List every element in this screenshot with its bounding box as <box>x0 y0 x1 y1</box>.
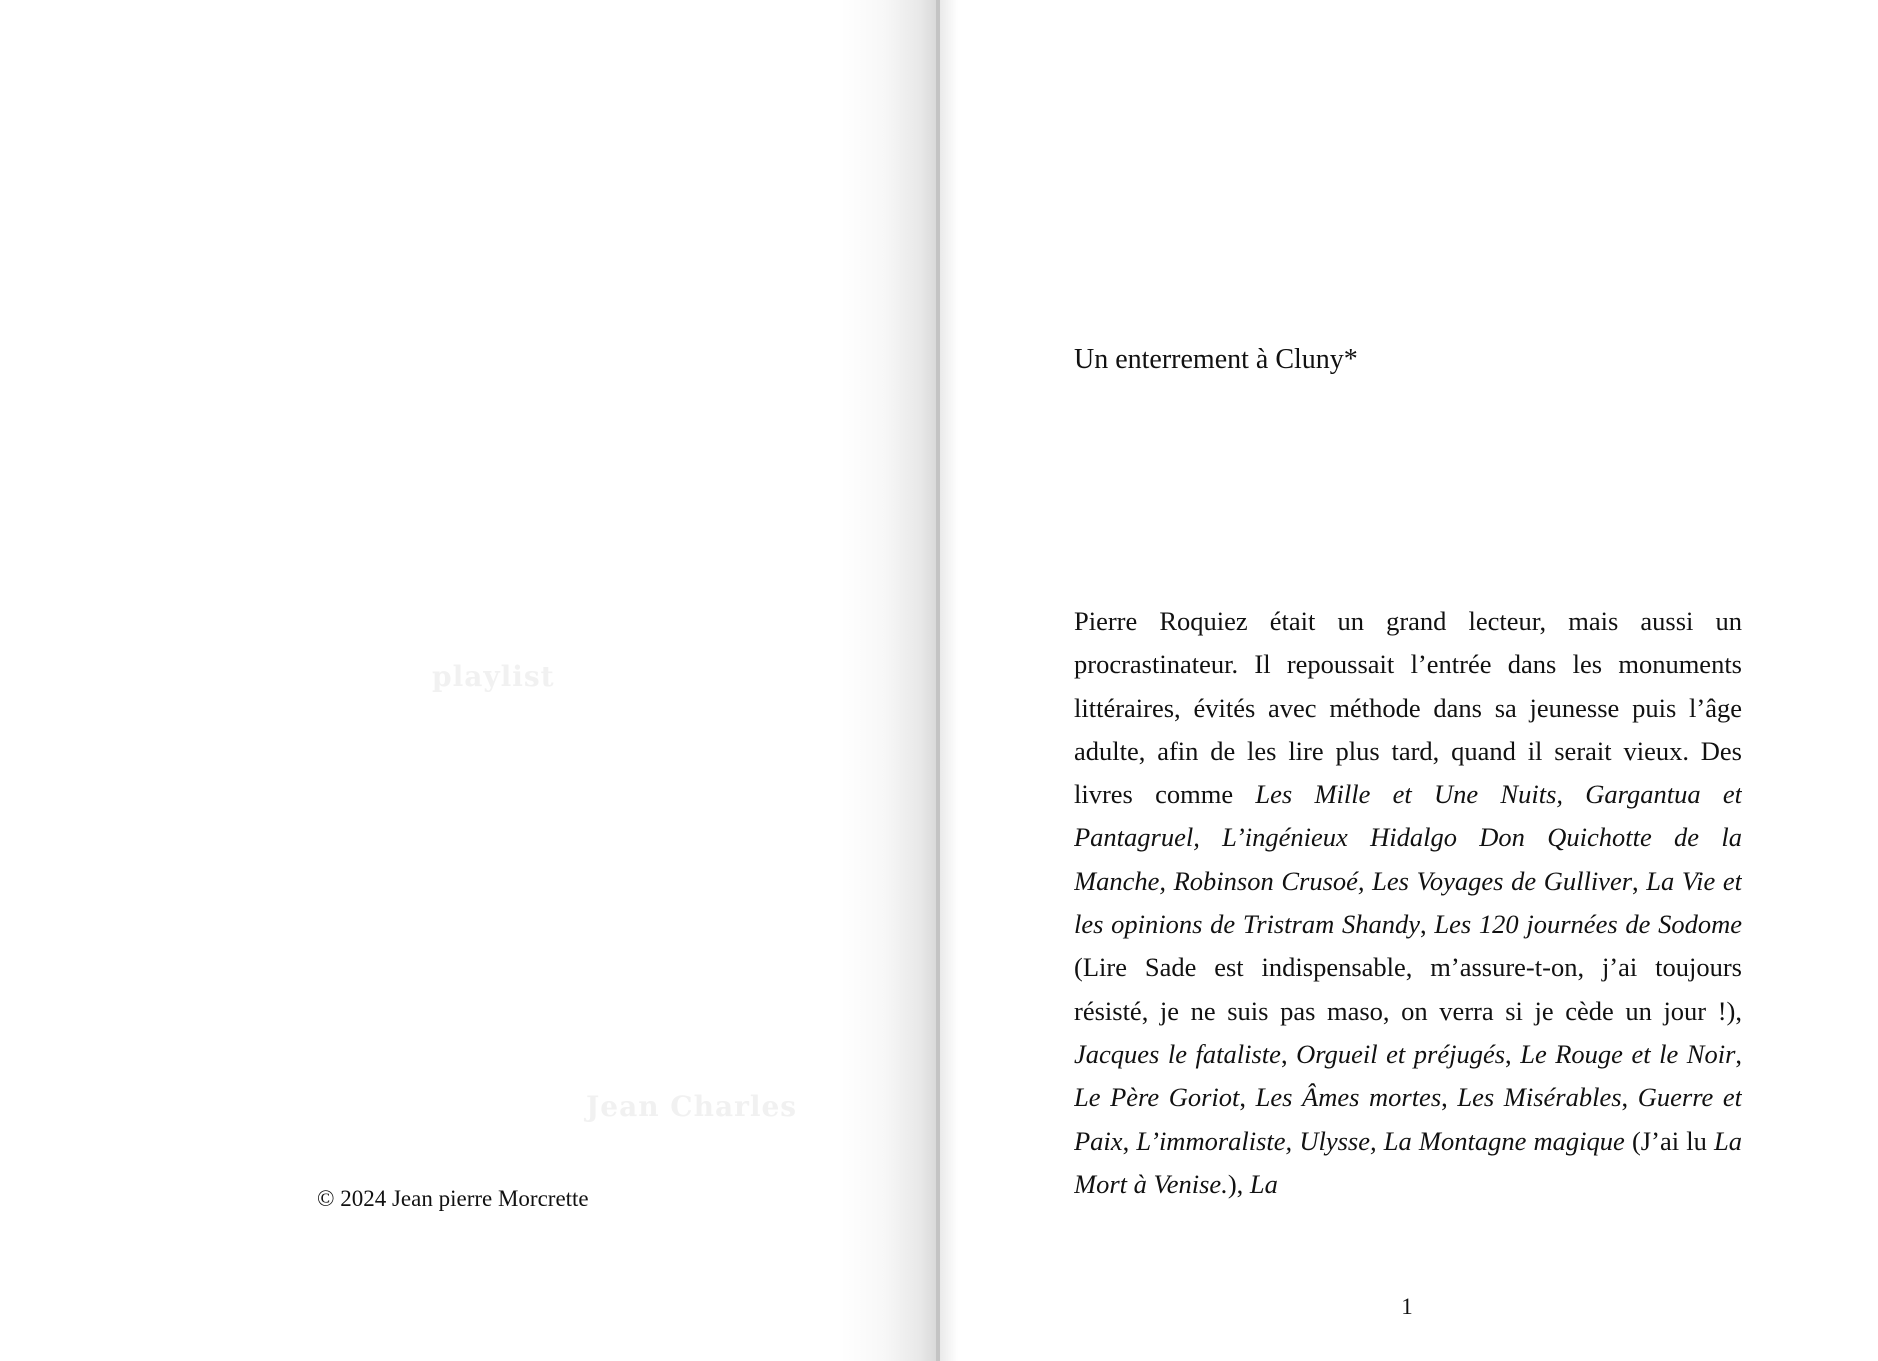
italic-book-title: Guerre et Paix <box>1074 1082 1742 1156</box>
italic-book-title: La Vie et les opinions de Tristram Shandy <box>1074 865 1742 940</box>
paragraph-text-run: , <box>1621 1082 1638 1113</box>
paragraph-text-run: , <box>1505 1038 1521 1069</box>
paragraph-text-run: , <box>1122 1125 1137 1156</box>
italic-book-title: Les Misérables <box>1457 1082 1622 1113</box>
italic-book-title: Les Âmes mortes <box>1255 1082 1442 1113</box>
chapter-title: Un enterrement à Cluny* <box>1074 344 1358 375</box>
paragraph-text-run: Pierre Roquiez était un grand lecteur, mais aussi un procrastinateur. Il repoussait l’entrée dans les monuments littéraires, évités avec méthode dans sa jeunesse puis l’âge adulte, afin de les lire plus tard, quand il serait vieux. Des livres comme <box>1074 606 1742 810</box>
paragraph-text-run: ), <box>1227 1168 1250 1199</box>
paragraph-text-run: (J’ai lu <box>1624 1125 1715 1156</box>
paragraph-text-run: , <box>1280 1038 1297 1069</box>
copyright-notice: © 2024 Jean pierre Morcrette <box>317 1186 589 1211</box>
paragraph-text-run: , <box>1735 1038 1742 1069</box>
faded-author-showthrough: Jean Charles <box>586 1090 798 1123</box>
paragraph-text-run: (Lire Sade est indispensable, m’assure-t-on, j’ai toujours résisté, je ne suis pas maso, on verra si je cède un jour !), <box>1074 952 1742 1026</box>
left-page <box>0 0 936 1361</box>
paragraph-text-run: , <box>1632 865 1647 896</box>
italic-book-title: La Mort à Venise. <box>1074 1125 1742 1199</box>
paragraph-text-run: , <box>1420 909 1435 940</box>
italic-book-title: Jacques le fataliste <box>1074 1038 1281 1069</box>
italic-book-title: Orgueil et préjugés <box>1296 1038 1506 1069</box>
paragraph-text-run: , <box>1239 1082 1256 1113</box>
italic-book-title: Les 120 journées de Sodome <box>1434 909 1742 940</box>
paragraph-text-run: , <box>1441 1082 1458 1113</box>
italic-book-title: Le Rouge et le Noir <box>1520 1038 1736 1069</box>
body-paragraph <box>1074 600 1742 1210</box>
page-number: 1 <box>1401 1294 1413 1319</box>
italic-book-title: La <box>1249 1168 1278 1199</box>
italic-book-title: L’immoraliste, Ulysse, La Montagne magique <box>1136 1125 1625 1156</box>
italic-book-title: Les Mille et Une Nuits, Gargantua et Pantagruel, L’ingénieux Hidalgo Don Quichotte de la Manche, Robinson Crusoé, Les Voyages de Gulliver <box>1074 779 1742 896</box>
faded-title-showthrough: playlist <box>432 660 555 693</box>
italic-book-title: Le Père Goriot <box>1074 1082 1240 1113</box>
